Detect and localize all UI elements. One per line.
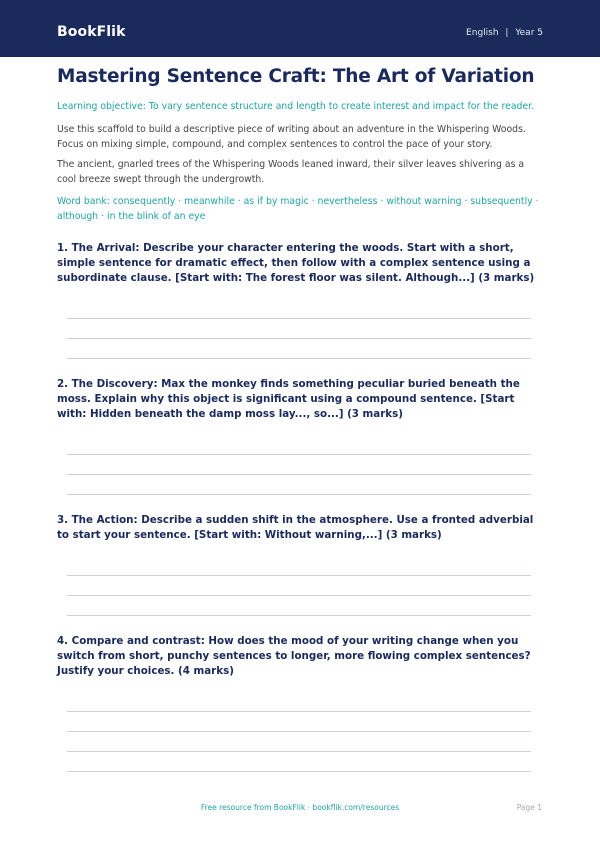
- answer-line[interactable]: [67, 731, 531, 732]
- answer-line[interactable]: [67, 454, 531, 455]
- subject-label: English: [466, 28, 499, 38]
- question-1: [57, 241, 543, 287]
- question-4-text: 4. Compare and contrast: How does the mood of your writing change when you switch from short, punchy sentences to longer, more flowing complex sentences? Justify your choices. (4 marks): [57, 635, 531, 678]
- question-1-text: 1. The Arrival: Describe your character entering the woods. Start with a short, simple sentence for dramatic effect, then follow with a complex sentence using a subordinate clause. [Start with: The forest floor was silent. Although...] (3 marks): [57, 242, 535, 285]
- question-2: [57, 377, 543, 423]
- question-4: [57, 634, 543, 680]
- subject-year-label: [466, 28, 543, 38]
- answer-line[interactable]: [67, 474, 531, 475]
- worksheet-content: [57, 66, 543, 224]
- learning-objective: Learning objective: To vary sentence structure and length to create interest and impact for the reader.: [57, 101, 535, 112]
- question-3-text: 3. The Action: Describe a sudden shift in the atmosphere. Use a fronted adverbial to start your sentence. [Start with: Without warning,...] (3 marks): [57, 514, 534, 542]
- meta-separator: |: [505, 28, 509, 38]
- intro-paragraph: Use this scaffold to build a descriptive piece of writing about an adventure in the Whispering Woods. Focus on mixing simple, compound, and complex sentences to control the pace of your story.: [57, 124, 526, 150]
- footer-text: Free resource from BookFlik · bookflik.com/resources: [200, 803, 400, 812]
- answer-line[interactable]: [67, 494, 531, 495]
- brand-logo: BookFlik: [57, 24, 126, 40]
- answer-line[interactable]: [67, 771, 531, 772]
- page-title: Mastering Sentence Craft: The Art of Variation: [57, 66, 535, 87]
- answer-line[interactable]: [67, 358, 531, 359]
- answer-line[interactable]: [67, 338, 531, 339]
- answer-line[interactable]: [67, 318, 531, 319]
- page-header: [0, 0, 600, 57]
- question-2-text: 2. The Discovery: Max the monkey finds something peculiar buried beneath the moss. Explain why this object is significant using a compound sentence. [Start with: Hidden beneath the damp moss lay..., so...] (3 marks): [57, 378, 520, 421]
- answer-line[interactable]: [67, 575, 531, 576]
- question-3: [57, 513, 543, 543]
- year-label: Year 5: [515, 28, 543, 38]
- page-number: Page 1: [516, 803, 542, 812]
- answer-line[interactable]: [67, 711, 531, 712]
- sample-paragraph: The ancient, gnarled trees of the Whispering Woods leaned inward, their silver leaves shivering as a cool breeze swept through the undergrowth.: [57, 159, 525, 185]
- answer-line[interactable]: [67, 751, 531, 752]
- answer-line[interactable]: [67, 615, 531, 616]
- answer-line[interactable]: [67, 595, 531, 596]
- word-bank: Word bank: consequently · meanwhile · as if by magic · nevertheless · without warning · subsequently · although · in the blink of an eye: [57, 196, 539, 222]
